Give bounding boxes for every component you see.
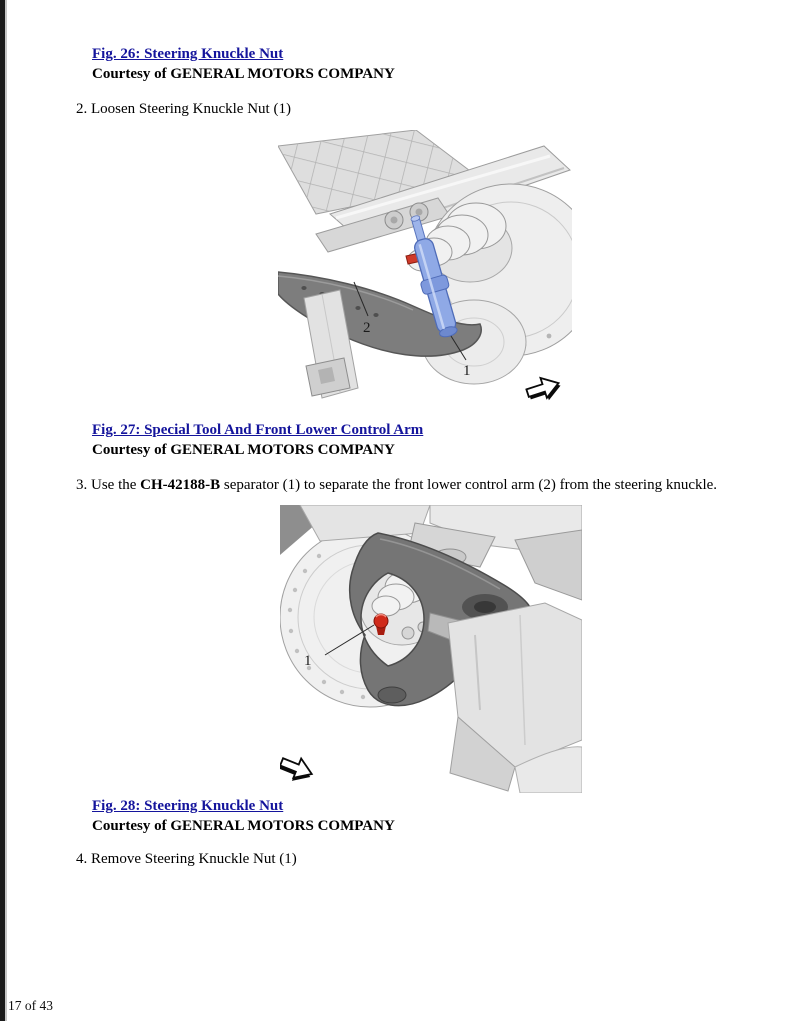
step-2: 2. Loosen Steering Knuckle Nut (1) [76, 101, 291, 117]
splash-shield [428, 603, 582, 793]
fig27-caption [92, 420, 423, 460]
fig26-illustration [278, 130, 572, 411]
page-indicator: 17 of 43 [8, 998, 53, 1013]
step-3-text: 3. Use the [76, 477, 141, 493]
fig27-link[interactable]: Fig. 27: Special Tool And Front Lower Control Arm [92, 422, 424, 438]
callout-2-label: 2 [363, 320, 371, 336]
fig27-illustration [280, 505, 582, 793]
step-4: 4. Remove Steering Knuckle Nut (1) [76, 851, 297, 867]
fig27-courtesy: Courtesy of GENERAL MOTORS COMPANY [92, 442, 395, 458]
fig28-courtesy: Courtesy of GENERAL MOTORS COMPANY [92, 818, 395, 834]
callout-1-label: 1 [304, 653, 312, 669]
fig26-caption [92, 44, 395, 84]
fig28-link[interactable]: Fig. 28: Steering Knuckle Nut [92, 798, 284, 814]
step-3 [76, 477, 717, 494]
step-3-tool-number: CH-42188-B [140, 477, 221, 493]
fig26-link[interactable]: Fig. 26: Steering Knuckle Nut [92, 46, 284, 62]
direction-arrow-icon [280, 752, 316, 786]
fig26-courtesy: Courtesy of GENERAL MOTORS COMPANY [92, 66, 395, 82]
direction-arrow-icon [524, 373, 563, 405]
step-3-text-cont: separator (1) to separate the front lower control arm (2) from the steering knuckle. [220, 477, 718, 493]
fig28-caption [92, 796, 395, 836]
page-edge-line [5, 0, 7, 1021]
callout-1-label: 1 [463, 363, 471, 379]
